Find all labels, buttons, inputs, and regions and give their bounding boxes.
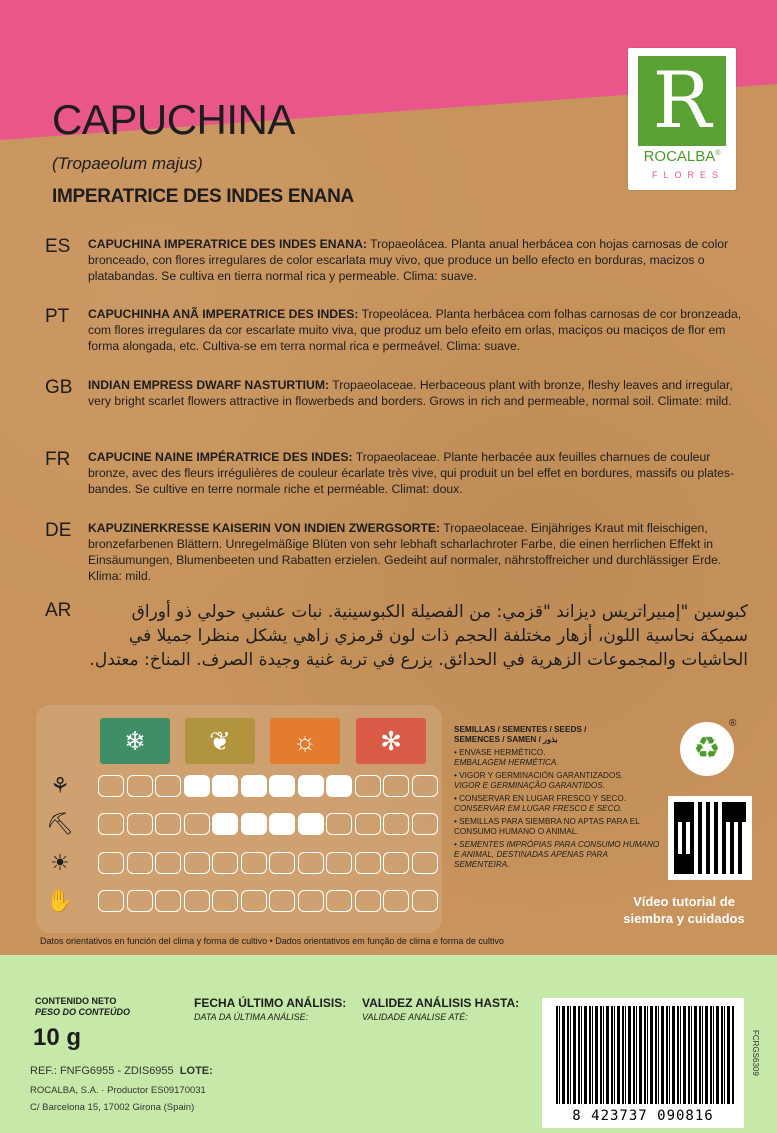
calendar-cell — [269, 852, 295, 874]
barcode-bars — [556, 1006, 734, 1104]
footnote: Datos orientativos en función del clima y forma de cultivo • Dados orientativos em função de clima e forma de cultivo — [40, 936, 504, 946]
rocalba-logo — [628, 48, 736, 190]
logo-mark: R — [638, 56, 726, 146]
product-title: CAPUCHINA — [52, 96, 295, 143]
lang-code: FR — [45, 449, 71, 470]
calendar-cell — [212, 890, 238, 912]
validity-label-pt: VALIDADE ANALISE ATÉ: — [362, 1012, 468, 1022]
calendar-cell — [383, 813, 409, 835]
description-text: KAPUZINERKRESSE KAISERIN VON INDIEN ZWERGSORTE: Tropaeolaceae. Einjähriges Kraut mit fleischigen, bronzefarbenen Blättern. Unregelmäßige Blüten von sehr lebhaft scharlachroter Farbe, die einen herrlichen Effekt in Einsäumungen, Blumenbeeten und Rabatten erzielen. Gedeiht auf normaler, nährstoffreicher und durchlässiger Erde. Klima: mild. — [88, 521, 722, 583]
calendar-cell — [155, 775, 181, 797]
net-content-label-pt: PESO DO CONTEÚDO — [35, 1007, 131, 1017]
seed-info-header: SEMENCES / SAMEN / بذور — [454, 735, 558, 744]
calendar-cell — [98, 890, 124, 912]
validity-label: VALIDEZ ANÁLISIS HASTA: — [362, 996, 520, 1010]
calendar-cell — [355, 852, 381, 874]
calendar-cell — [298, 890, 324, 912]
calendar-cell — [184, 813, 210, 835]
reference: REF.: FNFG6955 - ZDIS6955 LOTE: — [30, 1065, 213, 1077]
video-tutorial-label: Vídeo tutorial de siembra y cuidados — [623, 894, 745, 926]
lang-code: GB — [45, 377, 73, 398]
calendar-cell — [412, 852, 438, 874]
calendar-cell — [326, 775, 352, 797]
calendar-cell — [383, 852, 409, 874]
description-text: CAPUCHINHA ANÃ IMPERATRICE DES INDES: Tropeolácea. Planta herbácea com folhas carnosas de cor bronzeada, com flores irregulares da cor escarlate muito viva, que produz um belo efeito em orlas, maciços ou maciços de flor em forma alongada, etc. Cultiva-se em terra normal rica e permeável. Clima: suave. — [88, 307, 742, 353]
registered-mark: ® — [729, 718, 737, 729]
watering-icon: ☀ — [50, 850, 70, 875]
lang-code: ES — [45, 236, 71, 257]
calendar-cell — [298, 775, 324, 797]
vertical-code: FCRGS6309 — [751, 1030, 760, 1076]
calendar-cell — [241, 813, 267, 835]
calendar-cell — [155, 852, 181, 874]
seed-info-item: • SEMENTES IMPRÓPIAS PARA CONSUMO HUMANO E ANIMAL, DESTINADAS APENAS PARA SEMENTEIRA. — [454, 840, 660, 869]
calendar-cell — [298, 852, 324, 874]
calendar-cell — [241, 890, 267, 912]
sun-icon: ☼ — [270, 718, 340, 764]
calendar-cell — [269, 775, 295, 797]
net-content-label: CONTENIDO NETO — [35, 996, 117, 1006]
calendar-cell — [241, 852, 267, 874]
calendar-cell — [127, 890, 153, 912]
calendar-cell — [355, 813, 381, 835]
calendar-cell — [184, 852, 210, 874]
logo-brand: ROCALBA® — [643, 148, 721, 165]
calendar-cell — [326, 890, 352, 912]
calendar-cell — [298, 813, 324, 835]
calendar-cell — [98, 813, 124, 835]
calendar-cell — [98, 775, 124, 797]
barcode-number: 8 423737 090816 — [572, 1108, 714, 1124]
calendar-cell — [184, 775, 210, 797]
variety-name: IMPERATRICE DES INDES ENANA — [52, 186, 354, 207]
analysis-label: FECHA ÚLTIMO ANÁLISIS: — [194, 996, 347, 1010]
calendar-cell — [155, 813, 181, 835]
harvest-icon: ✋ — [46, 888, 74, 913]
calendar-cell — [269, 813, 295, 835]
lang-code: PT — [45, 306, 70, 327]
calendar-cell — [212, 775, 238, 797]
calendar-cell — [412, 890, 438, 912]
seed-info-item: • SEMILLAS PARA SIEMBRA NO APTAS PARA EL CONSUMO HUMANO O ANIMAL. — [454, 817, 640, 836]
calendar-cell — [326, 813, 352, 835]
seed-info-item: • CONSERVAR EN LUGAR FRESCO Y SECO. CONSERVAR EM LUGAR FRESCO E SECO. — [454, 794, 626, 813]
net-content-value: 10 g — [33, 1024, 82, 1051]
description-text: CAPUCHINA IMPERATRICE DES INDES ENANA: Tropaeolácea. Planta anual herbácea con hojas carnosas de color bronceado, con flores irregulares de color escarlata muy vivo, que produce un bello efecto en borduras, macizos o platabandas. Se cultiva en tierra normal rica y permeable. Clima: suave. — [88, 237, 729, 283]
calendar-cell — [355, 775, 381, 797]
description-text: INDIAN EMPRESS DWARF NASTURTIUM: Tropaeolaceae. Herbaceous plant with bronze, fleshy leaves and irregular, very bright scarlet flowers attractive in flowerbeds and borders. Grows in rich and permeable, normal soil. Climate: mild. — [88, 378, 733, 408]
calendar-cell — [127, 775, 153, 797]
maple-leaf-icon: ✻ — [356, 718, 426, 764]
transplant-icon: ⛏ — [46, 811, 74, 836]
seed-info — [454, 725, 664, 870]
qr-code[interactable] — [668, 796, 752, 880]
lang-code: DE — [45, 520, 72, 541]
green-dot-icon: ♻ — [680, 722, 734, 776]
company: ROCALBA, S.A. · Productor ES09170031 — [30, 1085, 206, 1096]
seed-info-item: • VIGOR Y GERMINACIÓN GARANTIZADOS. VIGOR E GERMINAÇÃO GARANTIDOS. — [454, 771, 624, 790]
calendar-cell — [241, 775, 267, 797]
calendar-cell — [412, 775, 438, 797]
calendar-cell — [412, 813, 438, 835]
seed-info-item: • ENVASE HERMÉTICO. EMBALAGEM HERMÉTICA. — [454, 748, 559, 767]
leaf-icon: ❦ — [185, 718, 255, 764]
snowflake-icon: ❄ — [100, 718, 170, 764]
seed-info-header: SEMILLAS / SEMENTES / SEEDS / — [454, 725, 587, 734]
calendar-cell — [98, 852, 124, 874]
calendar-cell — [326, 852, 352, 874]
description-text: كبوسين "إمبيراتريس ديزاند "قزمي: من الفصيلة الكبوسينية. نبات عشبي حولي ذو أوراق سميكة نحاسية اللون، أزهار مختلفة الحجم ذات لون قرمزي زاهي يشكل منظرا جميلا في الحاشيات والمجموعات الزهرية في الحدائق. يزرع في تربة غنية وجيدة الصرف. المناخ: معتدل. — [89, 602, 748, 670]
logo-tag: FLORES — [651, 170, 724, 180]
barcode — [542, 998, 744, 1128]
calendar-cell — [383, 775, 409, 797]
address: C/ Barcelona 15, 17002 Girona (Spain) — [30, 1102, 195, 1113]
calendar-cell — [184, 890, 210, 912]
analysis-label-pt: DATA DA ÚLTIMA ANÁLISE: — [194, 1012, 309, 1022]
sowing-icon: ⚘ — [50, 773, 70, 798]
calendar-cell — [383, 890, 409, 912]
calendar-cell — [155, 890, 181, 912]
calendar-cell — [127, 852, 153, 874]
calendar-cell — [355, 890, 381, 912]
calendar-cell — [212, 852, 238, 874]
latin-name: (Tropaeolum majus) — [52, 154, 203, 173]
description-text: CAPUCINE NAINE IMPÉRATRICE DES INDES: Tropaeolaceae. Plante herbacée aux feuilles charnues de couleur bronze, avec des fleurs irrégulières de couleur écarlate très vive, qui produit un bel effet en bordures, massifs ou plates-bandes. Se cultive en terre normale riche et perméable. Climat: doux. — [88, 450, 735, 496]
calendar-cell — [212, 813, 238, 835]
lang-code: AR — [45, 600, 72, 621]
calendar-cell — [127, 813, 153, 835]
calendar-cell — [269, 890, 295, 912]
